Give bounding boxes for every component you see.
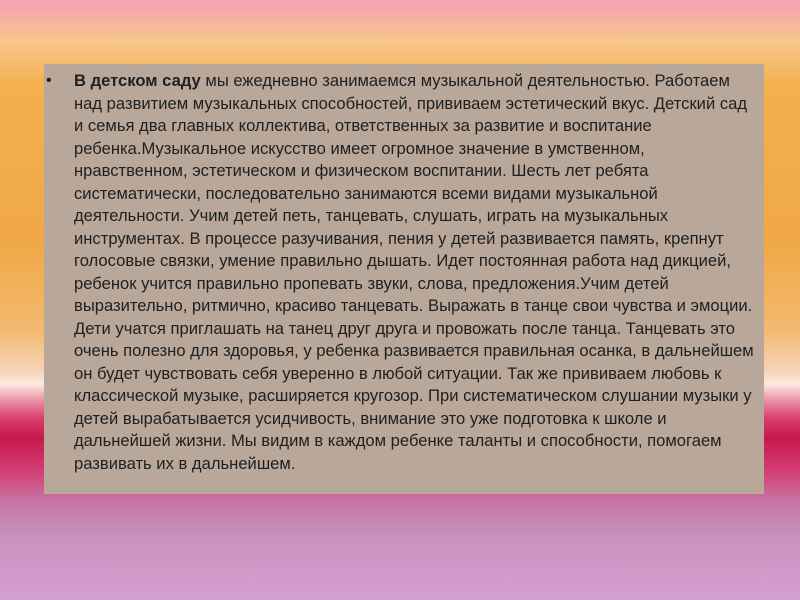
bullet-icon: • xyxy=(46,72,52,89)
bullet-list xyxy=(44,70,756,475)
paragraph-lead: В детском саду xyxy=(74,71,201,90)
list-item xyxy=(44,70,756,475)
paragraph-text: мы ежедневно занимаемся музыкальной деятельностью. Работаем над развитием музыкальных способностей, прививаем эстетический вкус. Детский сад и семья два главных коллектива, ответственных за развитие и воспитание ребенка.Музыкальное искусство имеет огромное значение в умственном, нравственном, эстетическом и физическом воспитании. Шесть лет ребята систематически, последовательно занимаются всеми видами музыкальной деятельности. Учим детей петь, танцевать, слушать, играть на музыкальных инструментах. В процессе разучивания, пения у детей развивается память, крепнут голосовые связки, умение правильно дышать. Идет постоянная работа над дикцией, ребенок учится правильно пропевать звуки, слова, предложения.Учим детей выразительно, ритмично, красиво танцевать. Выражать в танце свои чувства и эмоции. Дети учатся приглашать на танец друг друга и провожать после танца. Танцевать это очень полезно для здоровья, у ребенка развивается правильная осанка, в дальнейшем он будет чувствовать себя уверенно в любой ситуации. Так же прививаем любовь к классической музыке, расширяется кругозор. При систематическом слушании музыки у детей вырабатывается усидчивость, внимание это уже подготовка к школе и дальнейшей жизни. Мы видим в каждом ребенке таланты и способности, помогаем развивать их в дальнейшем. xyxy=(74,71,754,473)
